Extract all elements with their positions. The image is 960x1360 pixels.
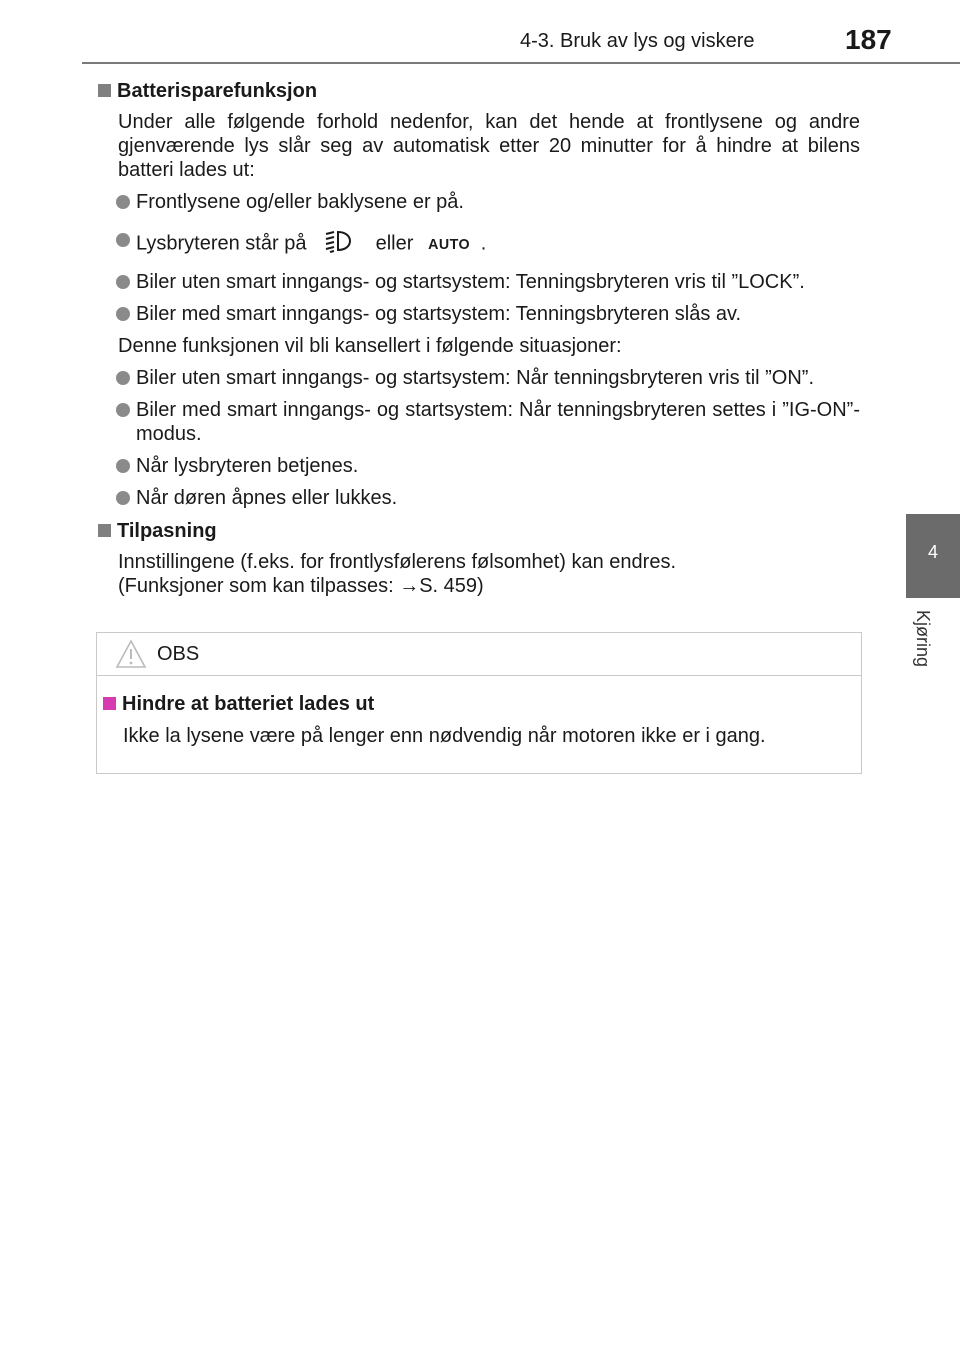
- section-square-icon: [98, 84, 111, 97]
- list-item: Biler med smart inngangs- og startsystem: Når tenningsbryteren settes i ”IG-ON”-modus.: [136, 398, 860, 446]
- notice-box: [96, 632, 862, 774]
- notice-label: OBS: [157, 643, 200, 665]
- list-item: Frontlysene og/eller baklysene er på.: [136, 190, 860, 214]
- list-item: Når lysbryteren betjenes.: [136, 454, 860, 478]
- chapter-tab[interactable]: [906, 514, 960, 598]
- list-item: Når døren åpnes eller lukkes.: [136, 486, 860, 510]
- notice-header: [97, 633, 861, 676]
- chapter-number: 4: [927, 542, 938, 562]
- section-square-icon: [98, 524, 111, 537]
- header-section-title: 4-3. Bruk av lys og viskere: [520, 30, 755, 52]
- list-item-switch: Lysbryteren står på eller AUTO .: [136, 228, 860, 260]
- section-square-icon: [103, 697, 116, 710]
- bullet-icon: [116, 233, 130, 247]
- chapter-label: Kjøring: [913, 610, 933, 668]
- bullet-icon: [116, 403, 130, 417]
- bullet-icon: [116, 195, 130, 209]
- bullet-icon: [116, 371, 130, 385]
- customization-line-2[interactable]: (Funksjoner som kan tilpasses: →S. 459): [118, 575, 484, 597]
- notice-title: Hindre at batteriet lades ut: [103, 693, 374, 716]
- list-item: Biler uten smart inngangs- og startsystem: Tenningsbryteren vris til ”LOCK”.: [136, 270, 860, 294]
- list-item: Biler med smart inngangs- og startsystem: Tenningsbryteren slås av.: [136, 302, 860, 326]
- customization-line-1: Innstillingene (f.eks. for frontlysfølerens følsomhet) kan endres.: [118, 551, 677, 573]
- battery-intro: Under alle følgende forhold nedenfor, kan det hende at frontlysene og andre gjenværende lys slår seg av automatisk etter 20 minutter for å hindre at bilens batteri lades ut:: [118, 111, 860, 181]
- bullet-icon: [116, 307, 130, 321]
- notice-text: Ikke la lysene være på lenger enn nødvendig når motoren ikke er i gang.: [123, 725, 766, 747]
- headlight-icon: [324, 228, 356, 260]
- section-heading-battery: Batterisparefunksjon: [98, 78, 860, 104]
- list-item: Biler uten smart inngangs- og startsystem: Når tenningsbryteren vris til ”ON”.: [136, 366, 860, 390]
- warning-triangle-icon: [115, 639, 147, 669]
- main-content: [98, 78, 860, 598]
- bullet-icon: [116, 275, 130, 289]
- bullet-icon: [116, 491, 130, 505]
- auto-icon: AUTO: [428, 236, 471, 254]
- page-number: 187: [845, 24, 892, 55]
- section-heading-customization: Tilpasning: [98, 518, 860, 544]
- cancel-intro: Denne funksjonen vil bli kansellert i følgende situasjoner:: [118, 335, 622, 357]
- header-rule: [82, 62, 960, 64]
- bullet-icon: [116, 459, 130, 473]
